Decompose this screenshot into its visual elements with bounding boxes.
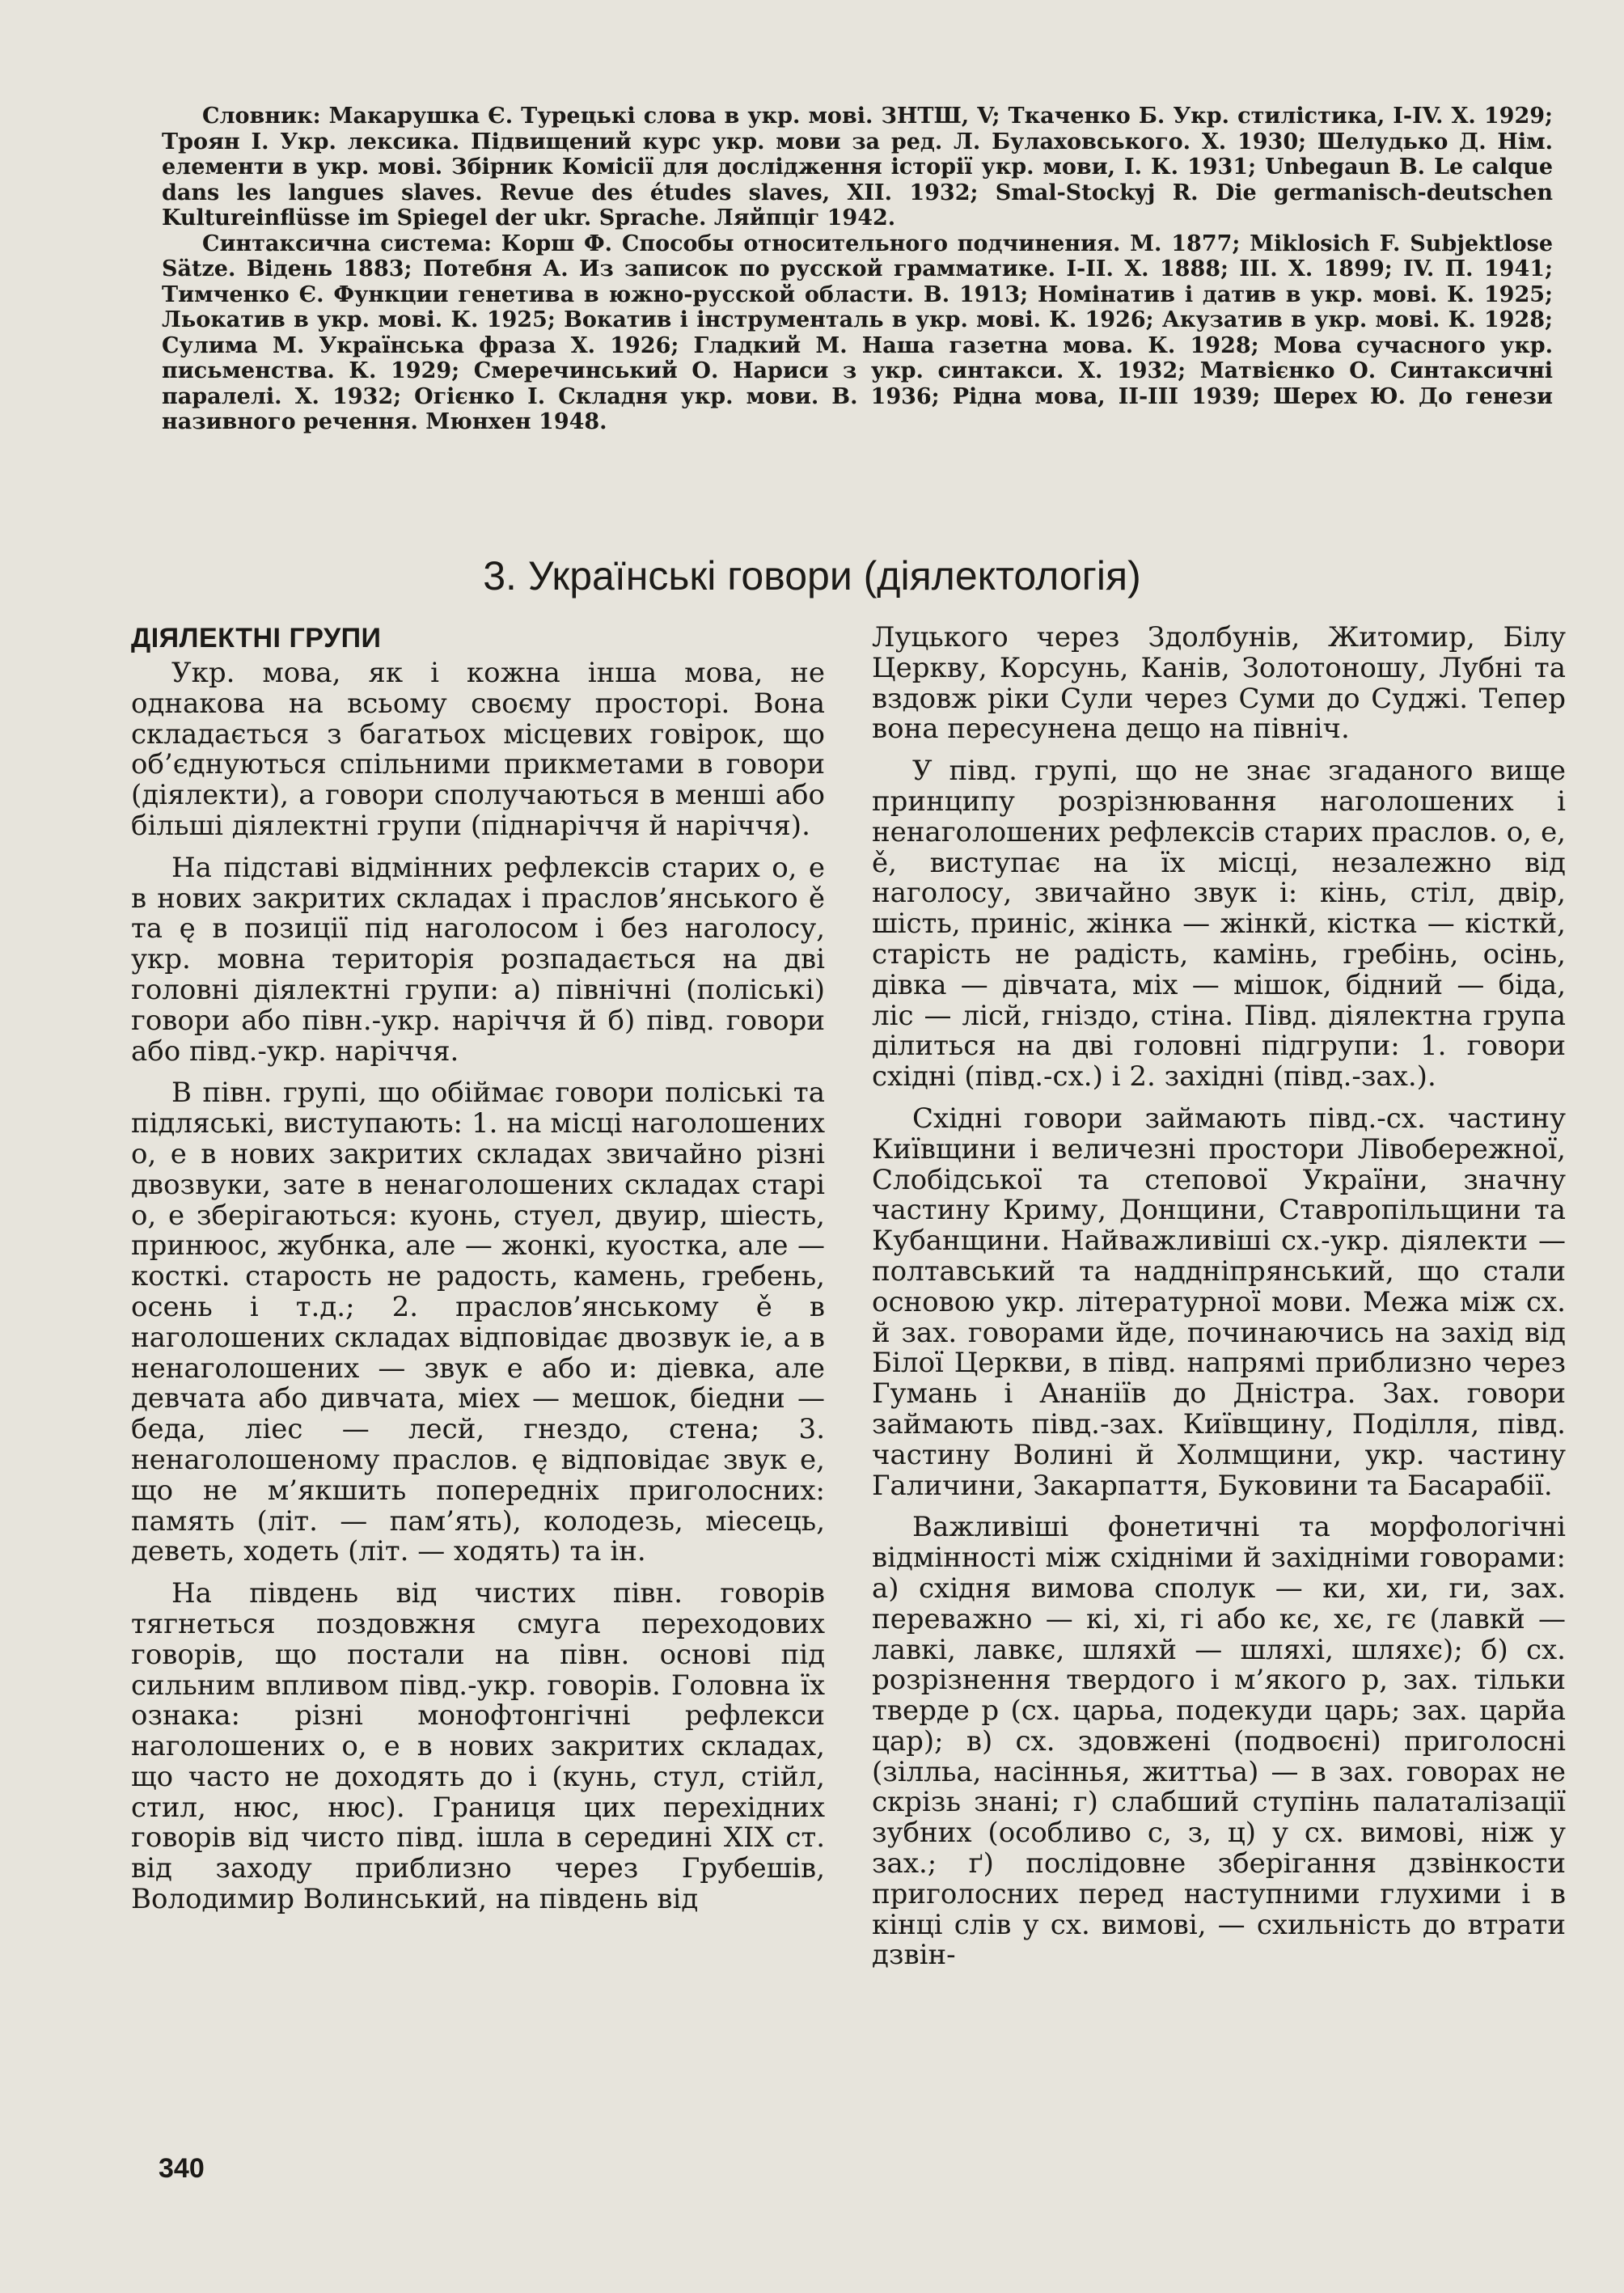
- bibliography-syntaksa: Синтаксична система: Корш Ф. Способы относительного подчинения. М. 1877; Miklosich F. Subjektlose Sätze. Відень 1883; Потебня А. Из записок по русской грамматике. I-II. Х. 1888; III. Х. 1899; IV. П. 1941; Тимченко Є. Функции генетива в южно-русской области. В. 1913; Номінатив і датив в укр. мові. К. 1925; Льокатив в укр. мові. К. 1925; Вокатив і інструменталь в укр. мові. К. 1926; Акузатив в укр. мові. К. 1928; Сулима М. Українська фраза Х. 1926; Гладкий М. Наша газетна мова. К. 1928; Мова сучасного укр. письменства. К. 1929; Смеречинський О. Нариси з укр. синтакси. Х. 1932; Матвієнко О. Синтаксичні паралелі. Х. 1932; Огієнко І. Складня укр. мови. В. 1936; Рідна мова, II-III 1939; Шерех Ю. До генези називного речення. Мюнхен 1948.: [162, 231, 1553, 434]
- left-column: [131, 623, 825, 1915]
- paragraph: Східні говори займають півд.-сх. частину Київщини і величезні простори Лівобережної, Слобідської та степової України, значну частину Криму, Донщини, Ставропільщини та Кубанщини. Найважливіші сх.-укр. діялекти — полтавський та наддніпрянський, що стали основою укр. літературної мови. Межа між сх. й зах. говорами йде, починаючись на захід від Білої Церкви, в півд. напрямі приблизно через Гумань і Ананіїв до Дністра. Зах. говори займають півд.-зах. Київщину, Поділля, півд. частину Волині й Холмщини, укр. частину Галичини, Закарпаття, Буковини та Басарабії.: [872, 1102, 1566, 1502]
- paragraph: В півн. групі, що обіймає говори поліські та підляські, виступають: 1. на місці наголошених о, е в нових закритих складах звичайно різні двозвуки, зате в ненаголошених складах старі о, е зберігаються: куонь, стуел, двуир, шіесть, принюос, жубнка, але — жонкі, куостка, але — косткі. старость не радость, камень, гребень, осень і т.д.; 2. праслов’янському ě в наголошених складах відповідає двозвук іе, а в ненаголошених — звук е або и: діевка, але девчата або дивчата, міех — мешок, біедни — беда, ліес — лесй, гнездо, стена; 3. ненаголошеному праслов. ę відповідає звук е, що не м’якшить попередніх приголосних: память (літ. — пам’ять), колодезь, міесець, деветь, ходеть (літ. — ходять) та ін.: [131, 1077, 825, 1568]
- bibliography-slovnyk: Словник: Макарушка Є. Турецькі слова в укр. мові. ЗНТШ, V; Ткаченко Б. Укр. стилістика, I-IV. Х. 1929; Троян І. Укр. лексика. Підвищений курс укр. мови за ред. Л. Булаховського. Х. 1930; Шелудько Д. Нім. елементи в укр. мові. Збірник Комісії для дослідження історії укр. мови, I. К. 1931; Unbegaun B. Le calque dans les langues slaves. Revue des études slaves, XII. 1932; Smal-Stockyj R. Die germanisch-deutschen Kultureinflüsse im Spiegel der ukr. Sprache. Ляйпціг 1942.: [162, 104, 1553, 231]
- paragraph: Важливіші фонетичні та морфологічні відмінності між східніми й західніми говорами: а) східня вимова сполук — ки, хи, ги, зах. переважно — кі, хі, гі або кє, хє, гє (лавкй — лавкі, лавкє, шляхй — шляхі, шляхє); б) сх. розрізнення твердого і м’якого р, зах. тільки тверде р (сх. царьа, подекуди царь; зах. царйа цар); в) сх. здовжені (подвоєні) приголосні (зілльа, насіннья, життьа) — в зах. говорах не скрізь знані; г) слабший ступінь палаталізації зубних (особливо с, з, ц) у сх. вимові, ніж у зах.; ґ) послідовне зберігання дзвінкости приголосних перед наступними глухими і в кінці слів у сх. вимові, — схильність до втрати дзвін-: [872, 1511, 1566, 1972]
- paragraph: На південь від чистих півн. говорів тягнеться поздовжня смуга переходових говорів, що постали на півн. основі під сильним впливом півд.-укр. говорів. Головна їх ознака: різні монофтонгічні рефлекси наголошених о, е в нових закритих складах, що часто не доходять до і (кунь, стул, стійл, стил, нюс, нюс). Границя цих перехідних говорів від чисто півд. ішла в середині XIX ст. від заходу приблизно через Грубешів, Володимир Волинський, на південь від: [131, 1577, 825, 1916]
- paragraph: Укр. мова, як і кожна інша мова, не однакова на всьому своєму просторі. Вона складається з багатьох місцевих говірок, що об’єднуються спільними прикметами в говори (діялекти), а говори сполучаються в менші або більші діялектні групи (піднаріччя й наріччя).: [131, 657, 825, 842]
- page-number: 340: [159, 2153, 205, 2184]
- right-column: [872, 623, 1566, 1971]
- section-title: 3. Українські говори (діялектологія): [483, 553, 1141, 599]
- paragraph: На підставі відмінних рефлексів старих о, е в нових закритих складах і праслов’янського ě та ę в позиції під наголосом і без наголосу, укр. мовна територія розпадається на дві головні діялектні групи: а) північні (поліські) говори або півн.-укр. наріччя й б) півд. говори або півд.-укр. наріччя.: [131, 851, 825, 1068]
- paragraph: Луцького через Здолбунів, Житомир, Білу Церкву, Корсунь, Канів, Золотоношу, Лубні та вздовж ріки Сули через Суми до Суджі. Тепер вона пересунена дещо на північ.: [872, 621, 1566, 746]
- paragraph: У півд. групі, що не знає згаданого вище принципу розрізнювання наголошених і ненаголошених рефлексів старих праслов. о, е, ě, виступає на їх місці, незалежно від наголосу, звичайно звук і: кінь, стіл, двір, шість, приніс, жінка — жінкй, кістка — кісткй, старість не радість, камінь, гребінь, осінь, дівка — дівчата, міх — мішок, бідний — біда, ліс — лісй, гніздо, стіна. Півд. діялектна група ділиться на дві головні підгрупи: 1. говори східні (півд.-сх.) і 2. західні (півд.-зах.).: [872, 755, 1566, 1094]
- section-heading: ДІЯЛЕКТНІ ГРУПИ: [131, 623, 382, 654]
- bibliography: [162, 104, 1553, 435]
